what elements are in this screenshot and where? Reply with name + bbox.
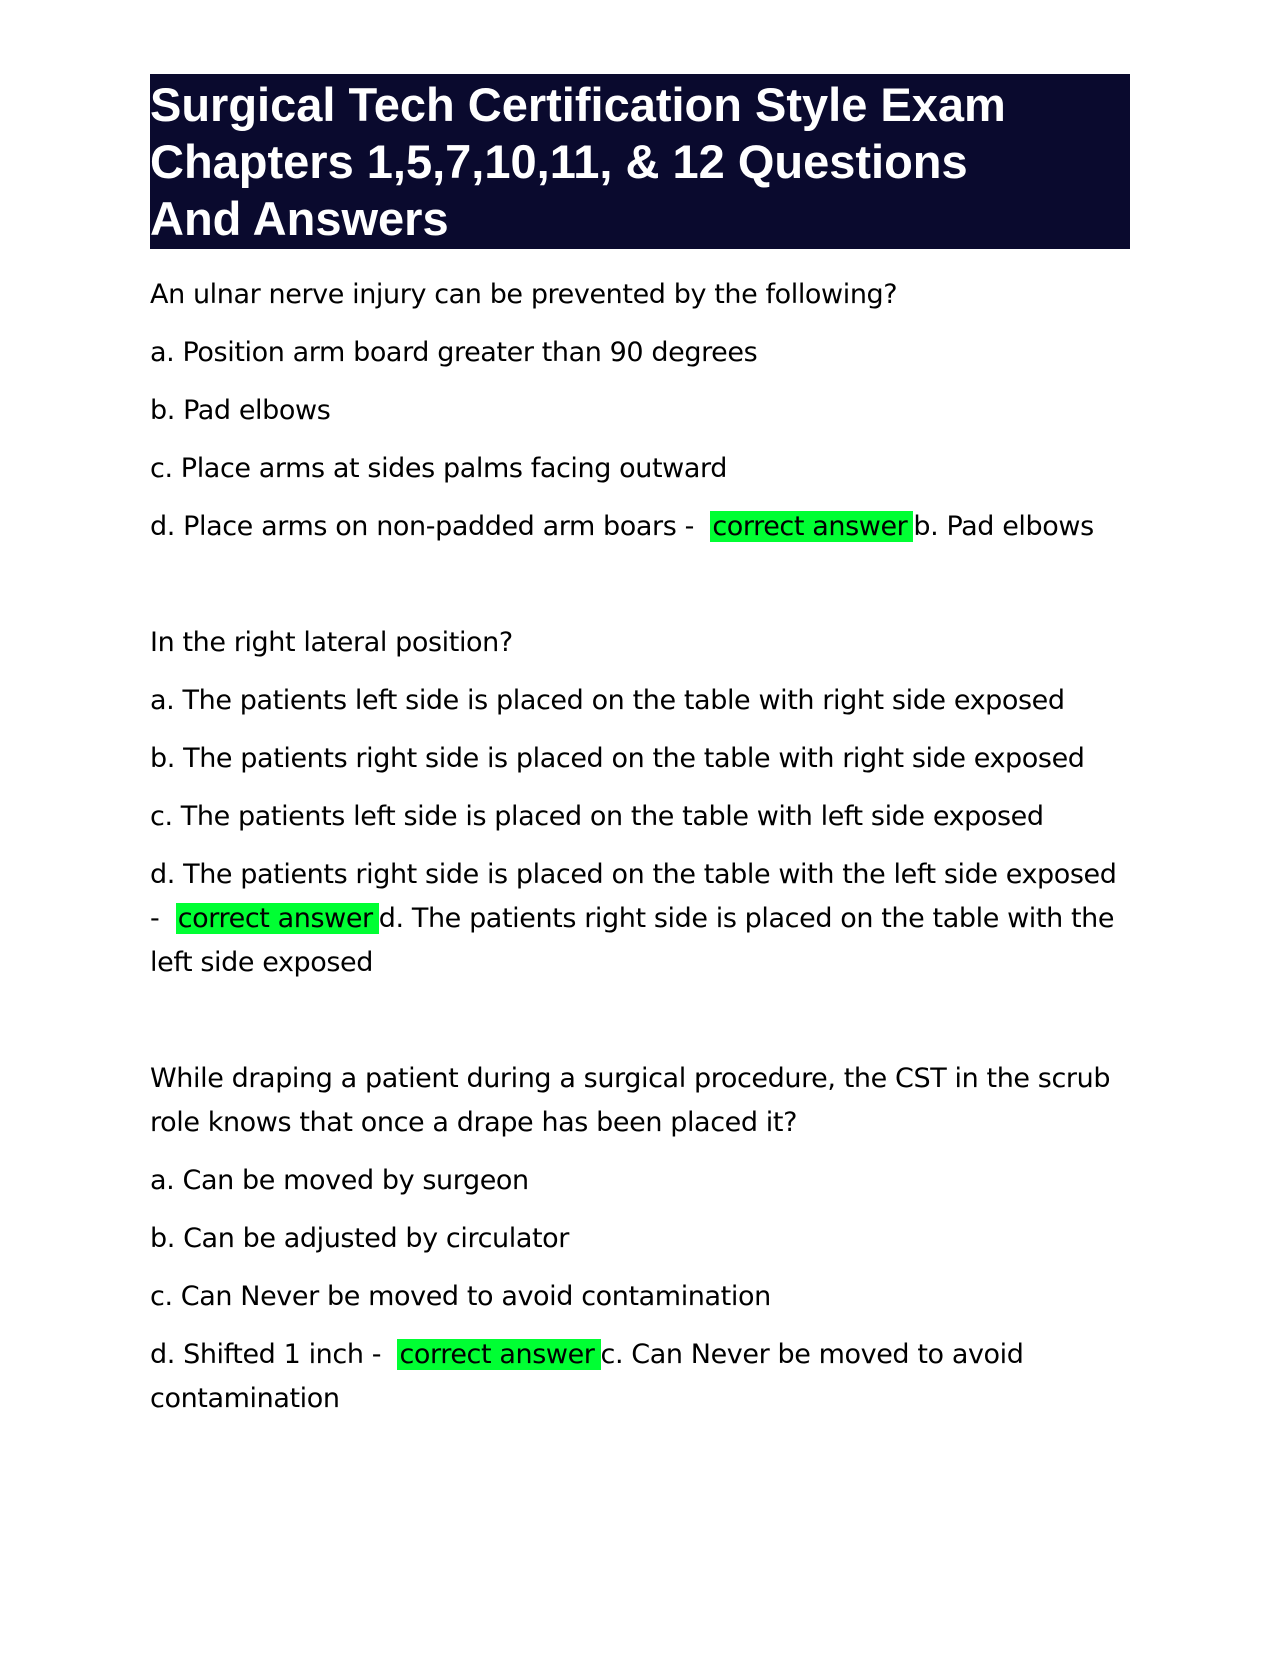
option-d: d. The patients right side is placed on the table with the left side exposed - [150,859,1117,934]
correct-answer-highlight: correct answer [710,511,913,542]
option-d: d. Place arms on non-padded arm boars - [150,511,694,542]
option-a: a. The patients left side is placed on the table with right side exposed [150,685,1065,716]
option-c: c. Place arms at sides palms facing outward [150,453,727,484]
document-page [150,74,1130,1421]
answer-text: d. The patients right side is placed on the table with the left side exposed [150,903,1115,978]
question-text: While draping a patient during a surgical procedure, the CST in the scrub role knows that once a drape has been placed it? [150,1063,1111,1138]
question-block-1 [150,273,1130,549]
answer-text: b. Pad elbows [913,511,1094,542]
question-block-3 [150,1057,1130,1421]
question-block-2 [150,621,1130,985]
correct-answer-highlight: correct answer [176,903,379,934]
option-d-with-answer [150,505,1130,549]
question-text: An ulnar nerve injury can be prevented by the following? [150,279,898,310]
title-line-2: Chapters 1,5,7,10,11, & 12 Questions [150,135,968,188]
option-d: d. Shifted 1 inch - [150,1339,382,1370]
option-b: b. Pad elbows [150,395,331,426]
option-a: a. Can be moved by surgeon [150,1165,529,1196]
option-b: b. The patients right side is placed on the table with right side exposed [150,743,1085,774]
option-d-with-answer [150,853,1130,985]
option-a: a. Position arm board greater than 90 degrees [150,337,758,368]
option-d-with-answer [150,1333,1130,1421]
question-text: In the right lateral position? [150,627,513,658]
option-c: c. Can Never be moved to avoid contamination [150,1281,771,1312]
answer-text: c. Can Never be moved to avoid contamination [150,1339,1024,1414]
document-title [150,74,1130,249]
option-c: c. The patients left side is placed on the table with left side exposed [150,801,1044,832]
correct-answer-highlight: correct answer [397,1339,600,1370]
title-line-3: And Answers [150,192,449,245]
option-b: b. Can be adjusted by circulator [150,1223,569,1254]
title-line-1: Surgical Tech Certification Style Exam [150,78,1006,131]
